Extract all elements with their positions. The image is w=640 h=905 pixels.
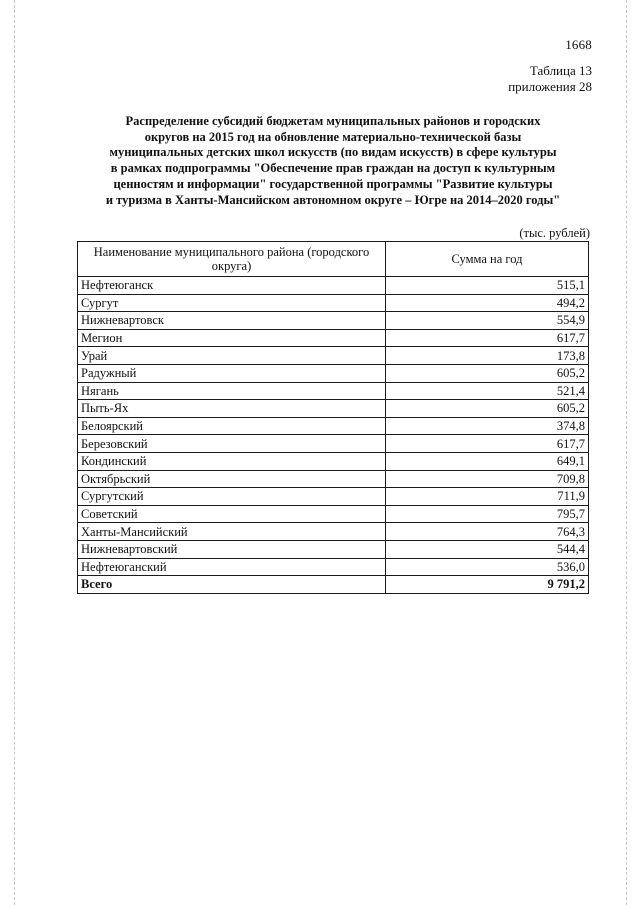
district-name: Урай <box>78 347 386 365</box>
table-reference <box>508 63 592 95</box>
table-row <box>78 382 589 400</box>
district-amount: 711,9 <box>386 488 589 506</box>
district-name: Октябрьский <box>78 470 386 488</box>
district-amount: 536,0 <box>386 558 589 576</box>
district-amount: 494,2 <box>386 294 589 312</box>
title-line: Распределение субсидий бюджетам муниципальных районов и городских <box>125 114 541 128</box>
total-amount: 9 791,2 <box>386 576 589 594</box>
district-name: Березовский <box>78 435 386 453</box>
district-name: Пыть-Ях <box>78 400 386 418</box>
district-name: Нефтеюганск <box>78 277 386 295</box>
district-name: Кондинский <box>78 452 386 470</box>
subsidy-table <box>77 241 589 594</box>
district-amount: 374,8 <box>386 417 589 435</box>
table-row <box>78 540 589 558</box>
units-label: (тыс. рублей) <box>519 226 590 240</box>
page-number: 1668 <box>565 37 592 52</box>
district-name: Советский <box>78 505 386 523</box>
district-amount: 605,2 <box>386 364 589 382</box>
district-name: Мегион <box>78 329 386 347</box>
district-name: Радужный <box>78 364 386 382</box>
district-amount: 544,4 <box>386 540 589 558</box>
table-row <box>78 523 589 541</box>
total-row <box>78 576 589 594</box>
table-row <box>78 435 589 453</box>
table-row <box>78 277 589 295</box>
table-row <box>78 417 589 435</box>
title-line: и туризма в Ханты-Мансийском автономном округе – Югре на 2014–2020 годы" <box>105 192 561 207</box>
district-amount: 173,8 <box>386 347 589 365</box>
table-row <box>78 294 589 312</box>
title-line: муниципальных детских школ искусств (по видам искусств) в сфере культуры <box>109 145 557 160</box>
table-header-row <box>78 242 589 277</box>
district-name: Нижневартовский <box>78 540 386 558</box>
district-name: Нягань <box>78 382 386 400</box>
district-amount: 554,9 <box>386 312 589 330</box>
title-line: округов на 2015 год на обновление материально-технической базы <box>144 129 522 144</box>
district-amount: 617,7 <box>386 435 589 453</box>
appendix-label: приложения 28 <box>508 79 592 94</box>
scan-edge-left <box>14 0 15 905</box>
table-body <box>78 277 589 594</box>
table-row <box>78 347 589 365</box>
district-amount: 605,2 <box>386 400 589 418</box>
district-name: Сургутский <box>78 488 386 506</box>
table-row <box>78 470 589 488</box>
district-amount: 795,7 <box>386 505 589 523</box>
document-title <box>76 114 590 208</box>
column-header-amount: Сумма на год <box>386 242 589 277</box>
table-row <box>78 558 589 576</box>
table-row <box>78 452 589 470</box>
district-amount: 515,1 <box>386 277 589 295</box>
district-amount: 617,7 <box>386 329 589 347</box>
district-amount: 764,3 <box>386 523 589 541</box>
district-name: Ханты-Мансийский <box>78 523 386 541</box>
district-name: Сургут <box>78 294 386 312</box>
table-row <box>78 400 589 418</box>
table-row <box>78 312 589 330</box>
district-name: Нижневартовск <box>78 312 386 330</box>
district-amount: 649,1 <box>386 452 589 470</box>
table-row <box>78 364 589 382</box>
district-name: Нефтеюганский <box>78 558 386 576</box>
table-row <box>78 505 589 523</box>
district-name: Белоярский <box>78 417 386 435</box>
title-line: ценностям и информации" государственной программы "Развитие культуры <box>113 176 553 191</box>
table-row <box>78 329 589 347</box>
district-amount: 709,8 <box>386 470 589 488</box>
scan-edge-right <box>626 0 627 905</box>
column-header-name: Наименование муниципального района (городского округа) <box>78 242 386 277</box>
district-amount: 521,4 <box>386 382 589 400</box>
title-line: в рамках подпрограммы "Обеспечение прав граждан на доступ к культурным <box>110 161 556 176</box>
table-label: Таблица 13 <box>529 63 592 78</box>
table-row <box>78 488 589 506</box>
total-label: Всего <box>78 576 386 594</box>
